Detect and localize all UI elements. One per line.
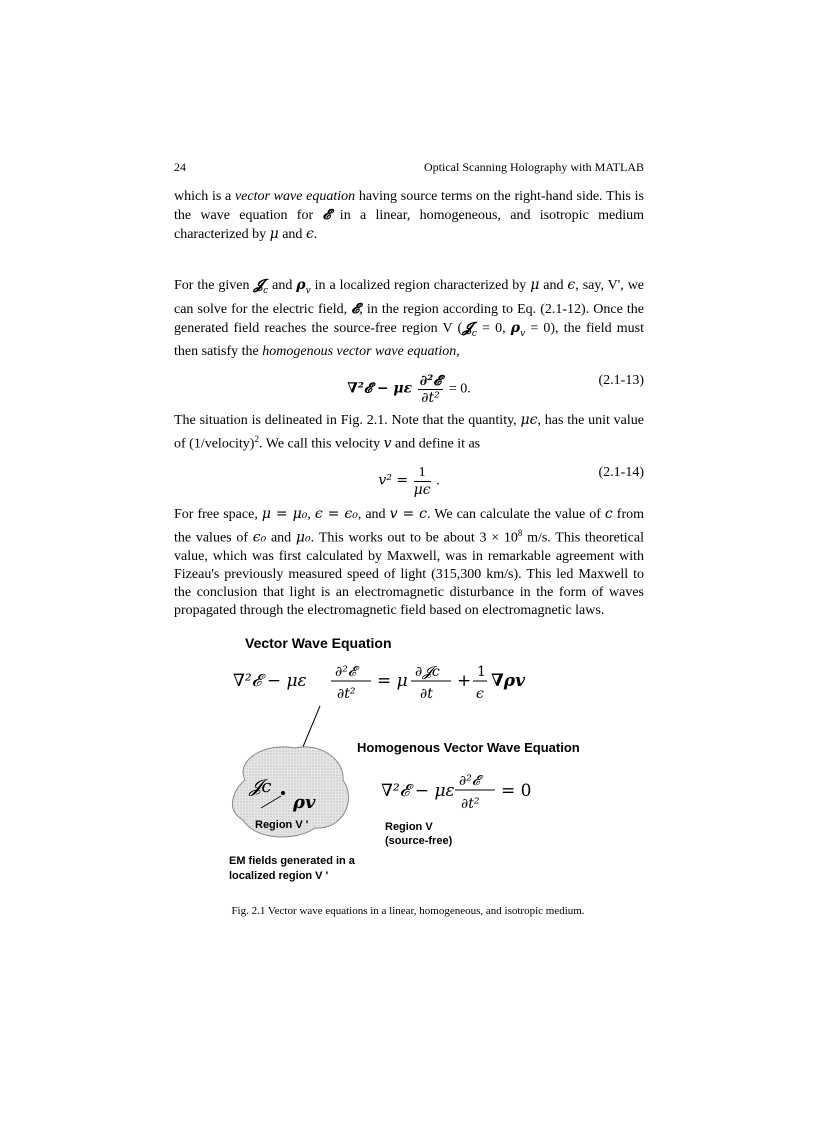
region-v-label: Region V [385, 821, 433, 833]
page-number: 24 [174, 160, 186, 174]
equation-2-1-14: v² = $\frac{1}{\mu\epsilon}$ . (2.1-14) [378, 465, 644, 499]
figure-2-1 [225, 630, 645, 890]
figure-title-vector: Vector Wave Equation [245, 635, 392, 651]
paragraph-4: For free space, μ = μ₀, ϵ = ϵ₀, and v = c. We can calculate the value of c from the values of ϵ₀ and μ₀. This works out to be about $3 \times 10^8$ m/s. This theoretical value, which was first calculated by Maxwell, was in remarkable agreement with Fizeau's previously measured speed of light (315,300 km/s). This led Maxwell to the conclusion that light is an electromagnetic disturbance in the form of waves propagated through the electromagnetic field based on electromagnetic laws. [174, 506, 644, 618]
homog-frac-den: ∂t² [461, 796, 480, 812]
homog-frac-num: ∂²𝓔 [459, 773, 480, 789]
region-rho-label: ρv [293, 792, 316, 813]
vector-eq-tail: ∇ρv [491, 671, 525, 691]
em-fields-line2: localized region V ' [229, 870, 329, 882]
vector-frac2-num: ∂𝓙c [415, 664, 440, 680]
paragraph-3: The situation is delineated in Fig. 2.1. Note that the quantity, μϵ, has the unit value of (1/velocity)$^2$. We call this velocity v and define it as [174, 411, 644, 452]
vector-frac1-num: ∂²𝓔 [335, 664, 356, 680]
homog-eq-right: = 0 [501, 781, 532, 801]
source-free-label: (source-free) [385, 835, 453, 847]
region-v-prime-label: Region V ' [255, 819, 309, 831]
page-header [174, 160, 644, 180]
vector-eq-mid: = μ [377, 671, 408, 691]
homog-eq-left: ∇²𝓔 − με [381, 781, 455, 801]
equation-number: (2.1-13) [598, 372, 644, 388]
vector-eq-left: ∇²𝓔 − με [233, 671, 307, 691]
region-point [281, 791, 285, 795]
region-jc-label: 𝓙c [249, 776, 272, 797]
vector-frac1-den: ∂t² [337, 686, 356, 702]
vector-frac3-den: ϵ [476, 686, 484, 702]
figure-title-homogenous: Homogenous Vector Wave Equation [357, 740, 580, 755]
em-fields-line1: EM fields generated in a [229, 855, 355, 867]
running-title: Optical Scanning Holography with MATLAB [424, 160, 644, 174]
vector-frac2-den: ∂t [420, 686, 433, 702]
paragraph-2: For the given 𝓙$_c$ and $\rho_v$ in a localized region characterized by μ and ϵ, say, V', we can solve for the electric field, 𝓔, in the region according to Eq. (2.1-12). Once the generated field reaches the source-free region V (𝓙$_c$ = 0, $\rho_v = 0$), the field must then satisfy the homogenous vector wave equation, [174, 277, 645, 359]
figure-caption: Fig. 2.1 Vector wave equations in a linear, homogeneous, and isotropic medium. [231, 905, 585, 917]
equation-2-1-13: ∇²𝓔 − με $\frac{\text{∂²𝓔}}{\text{∂t²}}$ = 0. (2.1-13) [347, 372, 644, 406]
paragraph-1: which is a vector wave equation having source terms on the right-hand side. This is the wave equation for 𝓔 in a linear, homogeneous, and isotropic medium characterized by μ and ϵ. [174, 189, 644, 242]
vector-frac3-num: 1 [477, 664, 486, 680]
page-content [174, 160, 644, 620]
vector-eq-plus: + [457, 671, 472, 691]
equation-number: (2.1-14) [598, 465, 644, 481]
